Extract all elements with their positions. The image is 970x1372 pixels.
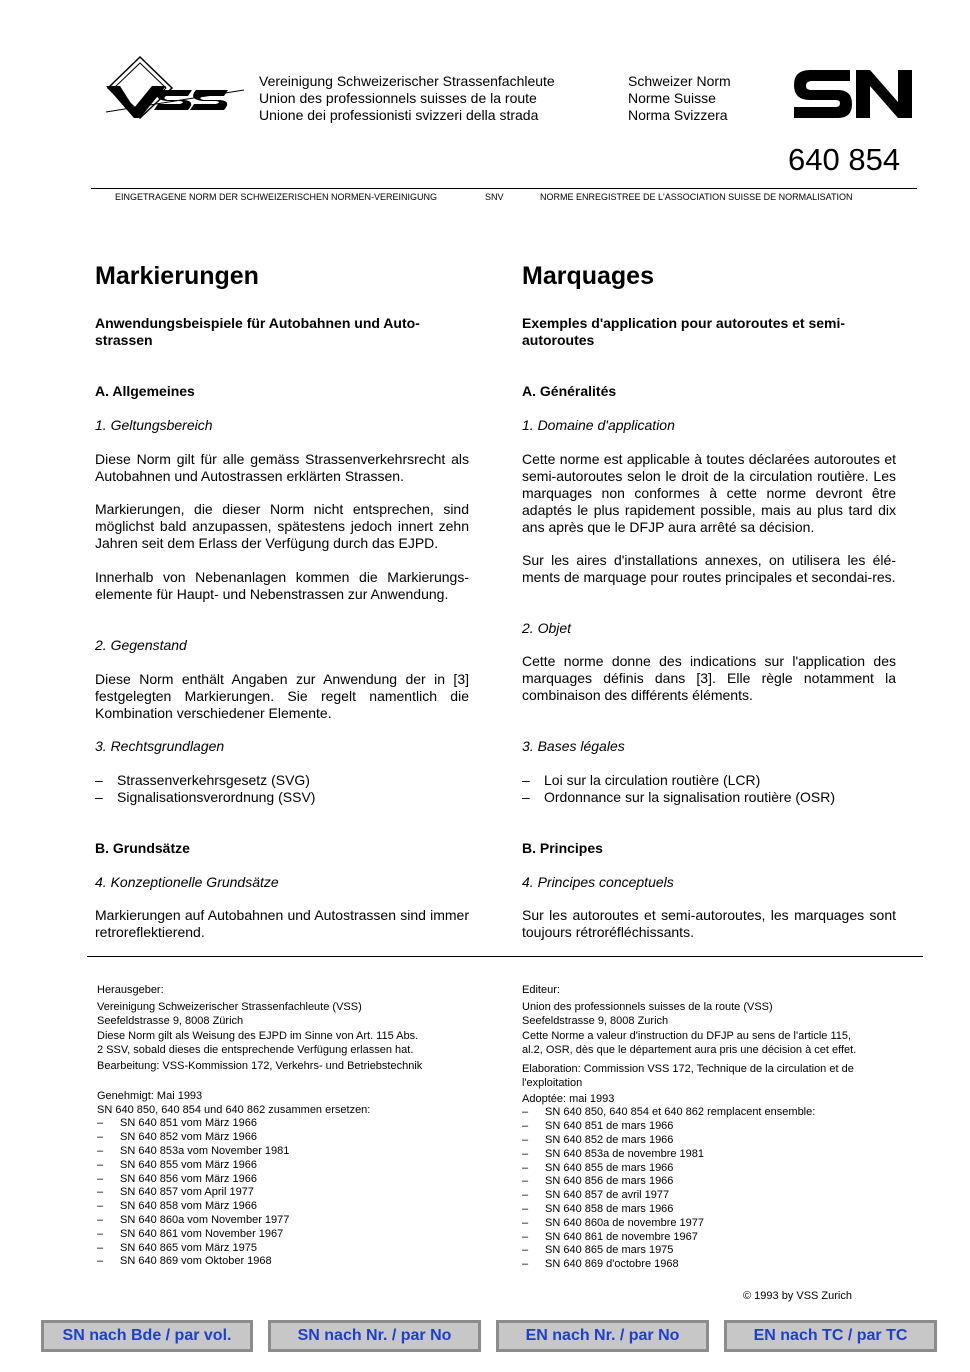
list-item: – SN 640 851 de mars 1966 [522,1120,674,1133]
footer-fr [522,984,922,1272]
s4-title-de: 4. Konzeptionelle Grundsätze [95,874,279,890]
norm-type-labels [628,73,778,124]
org-name-de: Vereinigung Schweizerischer Strassenfachleute [259,73,555,89]
weisung-line2-de: 2 SSV, sobald dieses die entsprechende Verfügung erlassen hat. [97,1044,414,1057]
header-rule [91,188,917,189]
s3-list-de [95,772,469,806]
s1-para1-fr: Cette norme est applicable à toutes déclarées autoroutes et semi-autoroutes selon le droit de la circulation routière. Les marquages non conformes à cette norme devront être adaptés le plus rapidement possible, mais au plus tard dix ans après que le DFJP aura arrêté sa décision. [522,451,896,535]
s4-title-fr: 4. Principes conceptuels [522,874,674,890]
s1-para3-de: Innerhalb von Nebenanlagen kommen die Markierungs-elemente für Haupt- und Nebenstrassen zur Anwendung. [95,569,469,602]
org-name-fr: Union des professionnels suisses de la route [259,90,537,106]
publisher-fr: Union des professionnels suisses de la route (VSS) [522,1000,773,1013]
organization-names [259,73,609,124]
footer-de [97,984,497,1269]
list-item: – Strassenverkehrsgesetz (SVG) [95,772,310,788]
subtitle-fr [522,315,872,349]
list-item: – SN 640 869 d'octobre 1968 [522,1258,679,1271]
publisher-label-fr: Editeur: [522,984,560,996]
list-item: – SN 640 857 de avril 1977 [522,1189,670,1202]
s1-title-fr: 1. Domaine d'application [522,417,675,433]
list-item: – SN 640 860a vom November 1977 [97,1213,290,1226]
s3-title-fr: 3. Bases légales [522,738,625,754]
list-item: – Signalisationsverordnung (SSV) [95,789,316,805]
weisung-line1-fr: Cette Norme a valeur d'instruction du DFJP au sens de l'article 115, [522,1030,852,1043]
section-b-heading-fr: B. Principes [522,840,603,856]
address-de: Seefeldstrasse 9, 8008 Zürich [97,1014,244,1027]
footer-rule [87,956,923,957]
list-item: – SN 640 856 vom März 1966 [97,1172,257,1185]
list-item: – SN 640 855 de mars 1966 [522,1161,674,1174]
list-item: – SN 640 865 de mars 1975 [522,1244,674,1257]
title-fr: Marquages [522,262,654,290]
nav-sn-by-volume-button[interactable]: SN nach Bde / par vol. [41,1320,253,1352]
replaces-fr: – SN 640 850, 640 854 et 640 862 remplacent ensemble: [522,1106,816,1119]
s3-title-de: 3. Rechtsgrundlagen [95,738,225,754]
publisher-de: Vereinigung Schweizerischer Strassenfachleute (VSS) [97,1000,362,1013]
list-item: – Ordonnance sur la signalisation routière (OSR) [522,789,836,805]
vss-logo [100,52,245,122]
weisung-line1-de: Diese Norm gilt als Weisung des EJPD im Sinne von Art. 115 Abs. [97,1030,419,1043]
list-item: – SN 640 865 vom März 1975 [97,1241,257,1254]
s2-title-fr: 2. Objet [522,620,572,636]
list-item: – SN 640 852 de mars 1966 [522,1133,674,1146]
title-de: Markierungen [95,262,259,290]
bearbeitung-de: Bearbeitung: VSS-Kommission 172, Verkehrs- und Betriebstechnik [97,1059,423,1072]
s2-para1-fr: Cette norme donne des indications sur l'application des marquages définis dans [3]. Elle règle notamment la combinaison des différents éléments. [522,653,896,703]
s4-para1-fr: Sur les autoroutes et semi-autoroutes, les marquages sont toujours rétroréfléchissants. [522,907,896,940]
s3-list-fr [522,772,896,806]
nav-en-by-number-button[interactable]: EN nach Nr. / par No [496,1320,709,1352]
publisher-label-de: Herausgeber: [97,984,164,996]
address-fr: Seefeldstrasse 9, 8008 Zurich [522,1014,669,1027]
list-item: – SN 640 855 vom März 1966 [97,1158,257,1171]
s2-title-de: 2. Gegenstand [95,637,187,653]
org-name-it: Unione dei professionisti svizzeri della strada [259,107,539,123]
list-item: – SN 640 860a de novembre 1977 [522,1216,705,1229]
adopted-fr: Adoptée: mai 1993 [522,1092,615,1105]
elaboration-line2-fr: l'exploitation [522,1076,583,1089]
norm-label-it: Norma Svizzera [628,107,728,123]
list-item: – SN 640 856 de mars 1966 [522,1175,674,1188]
registration-de: EINGETRAGENE NORM DER SCHWEIZERISCHEN NORMEN-VEREINIGUNG [115,192,438,202]
nav-sn-by-number-button[interactable]: SN nach Nr. / par No [268,1320,481,1352]
list-item: – SN 640 861 vom November 1967 [97,1227,284,1240]
s2-para1-de: Diese Norm enthält Angaben zur Anwendung der in [3] festgelegten Markierungen. Sie regelt namentlich die Kombination verschiedener Elemente. [95,671,469,721]
list-item: – SN 640 858 vom März 1966 [97,1200,257,1213]
list-item: – SN 640 853a vom November 1981 [97,1144,290,1157]
list-item: – SN 640 857 vom April 1977 [97,1186,254,1199]
list-item: – SN 640 861 de novembre 1967 [522,1230,698,1243]
s1-title-de: 1. Geltungsbereich [95,417,213,433]
s1-para2-de: Markierungen, die dieser Norm nicht entsprechen, sind möglichst bald anzupassen, spätestens jedoch innert zehn Jahren seit dem Erlass der Verfügung durch das EJPD. [95,501,469,551]
list-item: – SN 640 852 vom März 1966 [97,1131,257,1144]
s4-para1-de: Markierungen auf Autobahnen und Autostrassen sind immer retroreflektierend. [95,907,469,940]
copyright: © 1993 by VSS Zurich [743,1290,852,1302]
section-a-heading-fr: A. Généralités [522,383,617,399]
nav-en-by-tc-button[interactable]: EN nach TC / par TC [724,1320,937,1352]
subtitle-fr-text: Exemples d'application pour autoroutes et semi-autoroutes [522,315,846,348]
s1-para2-fr: Sur les aires d'installations annexes, on utilisera les élé-ments de marquage pour routes principales et secondai-res. [522,552,896,585]
elaboration-line1-fr: Elaboration: Commission VSS 172, Technique de la circulation et de [522,1062,854,1075]
s1-para1-de: Diese Norm gilt für alle gemäss Strassenverkehrsrecht als Autobahnen und Autostrassen erklärten Strassen. [95,451,469,484]
section-a-heading-de: A. Allgemeines [95,383,195,399]
registration-fr: NORME ENREGISTREE DE L'ASSOCIATION SUISSE DE NORMALISATION [540,192,853,202]
list-item: – SN 640 851 vom März 1966 [97,1117,257,1130]
norm-label-fr: Norme Suisse [628,90,716,106]
weisung-line2-fr: al.2, OSR, dès que le département aura pris une décision à cet effet. [522,1044,857,1057]
list-item: – SN 640 869 vom Oktober 1968 [97,1255,272,1268]
norm-label-de: Schweizer Norm [628,73,731,89]
approved-de: Genehmigt: Mai 1993 [97,1089,203,1102]
sn-logo [792,68,914,120]
section-b-heading-de: B. Grundsätze [95,840,190,856]
subtitle-de-text: Anwendungsbeispiele für Autobahnen und Auto-strassen [95,315,420,348]
list-item: – Loi sur la circulation routière (LCR) [522,772,761,788]
list-item: – SN 640 858 de mars 1966 [522,1202,674,1215]
registration-snv: SNV [485,192,504,202]
list-item: – SN 640 853a de novembre 1981 [522,1147,705,1160]
norm-number: 640 854 [788,142,901,177]
replaces-de: SN 640 850, 640 854 und 640 862 zusammen ersetzen: [97,1103,371,1116]
subtitle-de [95,315,445,349]
